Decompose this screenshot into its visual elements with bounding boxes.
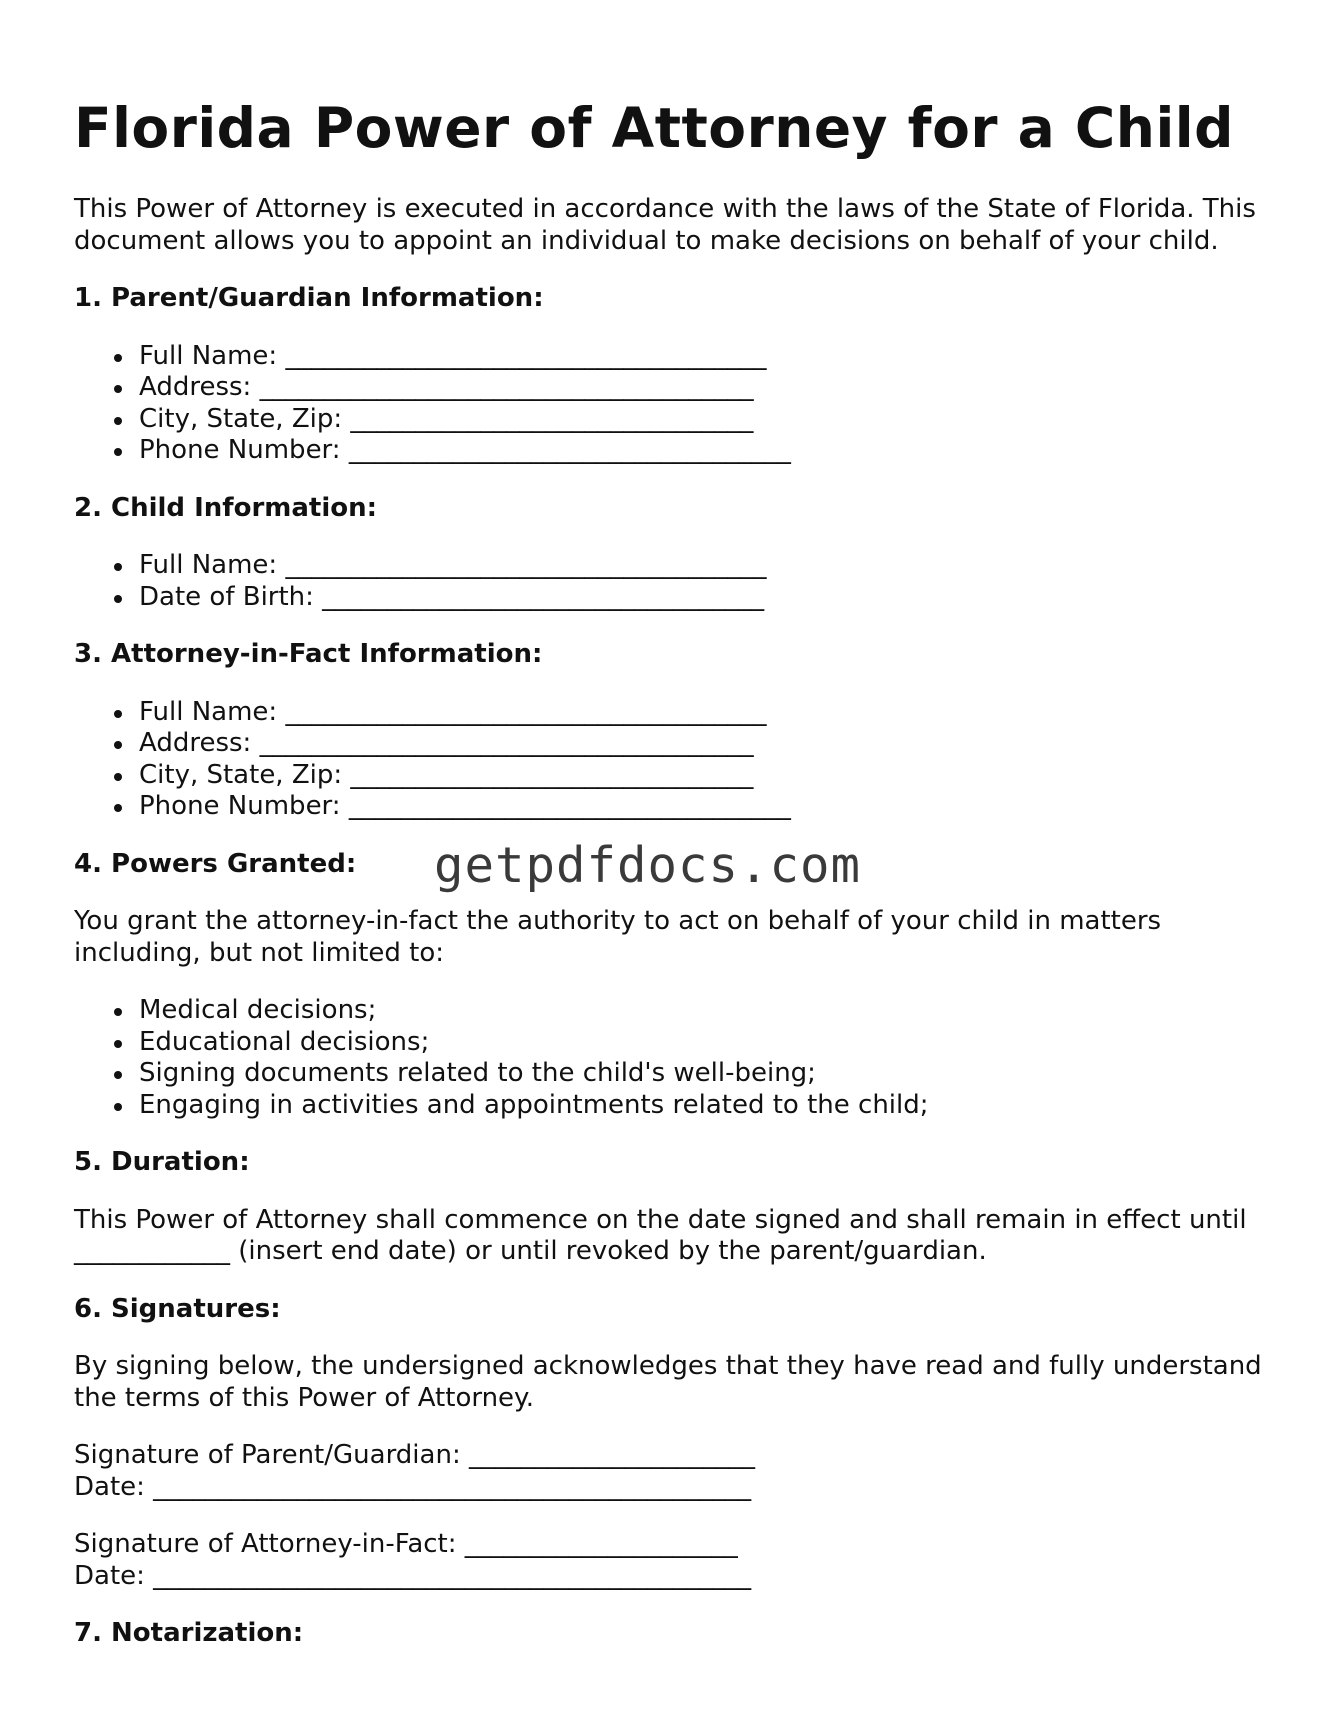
list-item: Medical decisions;	[139, 995, 1274, 1027]
attorney-phone-field[interactable]: Phone Number: __________________________________	[139, 791, 1274, 823]
list-item: Signing documents related to the child's well-being;	[139, 1058, 1274, 1090]
attorney-info-heading: 3. Attorney-in-Fact Information:	[74, 639, 543, 669]
parent-address-field[interactable]: Address: ______________________________________	[139, 372, 1274, 404]
intro-paragraph: This Power of Attorney is executed in accordance with the laws of the State of Florida. This document allows you to appoint an individual to make decisions on behalf of your child.	[74, 194, 1256, 256]
attorney-signature-block	[74, 1529, 1274, 1592]
parent-info-heading: 1. Parent/Guardian Information:	[74, 283, 544, 313]
attorney-date-field[interactable]: Date: ______________________________________________	[74, 1560, 752, 1591]
child-full-name-field[interactable]: Full Name: _____________________________________	[139, 550, 1274, 582]
child-info-heading: 2. Child Information:	[74, 492, 378, 523]
notarization-heading: 7. Notarization:	[74, 1618, 304, 1648]
child-dob-field[interactable]: Date of Birth: __________________________________	[139, 582, 1274, 614]
list-item: Educational decisions;	[139, 1027, 1274, 1059]
powers-paragraph: You grant the attorney-in-fact the authority to act on behalf of your child in matters including, but not limited to:	[74, 906, 1162, 968]
parent-city-state-zip-field[interactable]: City, State, Zip: _______________________________	[139, 404, 1274, 436]
document-title: Florida Power of Attorney for a Child	[74, 96, 1235, 160]
signatures-paragraph: By signing below, the undersigned acknowledges that they have read and fully understand the terms of this Power of Attorney.	[74, 1351, 1262, 1413]
parent-date-field[interactable]: Date: ______________________________________________	[74, 1471, 752, 1502]
child-info-list	[74, 550, 1274, 613]
signatures-heading: 6. Signatures:	[74, 1293, 281, 1324]
parent-phone-field[interactable]: Phone Number: __________________________________	[139, 435, 1274, 467]
watermark: getpdfdocs.com	[434, 837, 862, 894]
powers-list	[74, 995, 1274, 1121]
duration-heading: 5. Duration:	[74, 1147, 250, 1177]
attorney-info-list	[74, 697, 1274, 823]
list-item: Engaging in activities and appointments related to the child;	[139, 1090, 1274, 1122]
attorney-city-state-zip-field[interactable]: City, State, Zip: _______________________________	[139, 760, 1274, 792]
powers-heading: 4. Powers Granted:	[74, 848, 357, 879]
parent-full-name-field[interactable]: Full Name: _____________________________________	[139, 341, 1274, 373]
attorney-full-name-field[interactable]: Full Name: _____________________________________	[139, 697, 1274, 729]
attorney-signature-field[interactable]: Signature of Attorney-in-Fact: _____________________	[74, 1529, 738, 1559]
parent-info-list	[74, 341, 1274, 467]
duration-paragraph: This Power of Attorney shall commence on the date signed and shall remain in effect until ____________ (insert end date) or until revoked by the parent/guardian.	[74, 1204, 1247, 1266]
parent-signature-field[interactable]: Signature of Parent/Guardian: ______________________	[74, 1440, 755, 1470]
attorney-address-field[interactable]: Address: ______________________________________	[139, 728, 1274, 760]
parent-signature-block	[74, 1440, 1274, 1503]
